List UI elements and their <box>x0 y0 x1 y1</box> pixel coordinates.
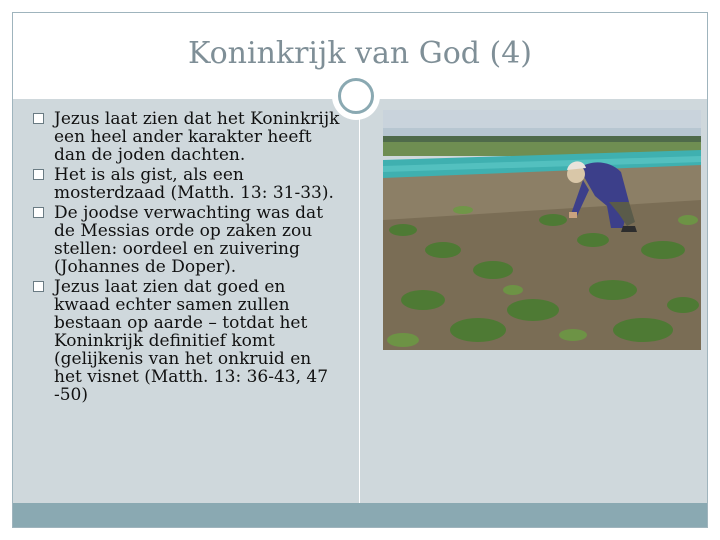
bullet-list <box>33 110 343 406</box>
man-weeding-field-photo <box>383 110 701 350</box>
bullet-item <box>33 166 343 202</box>
checkbox-bullet-icon <box>33 207 44 218</box>
title-ornament-icon <box>338 78 374 114</box>
bullet-item <box>33 204 343 276</box>
bullet-item <box>33 278 343 404</box>
bullet-text: Jezus laat zien dat goed en kwaad echter samen zullen bestaan op aarde – totdat het Koninkrijk definitief komt (gelijkenis van het onkruid en het visnet (Matth. 13: 36-43, 47 -50) <box>54 277 329 405</box>
checkbox-bullet-icon <box>33 169 44 180</box>
checkbox-bullet-icon <box>33 281 44 292</box>
bullet-text: Jezus laat zien dat het Koninkrijk een heel ander karakter heeft dan de joden dachten. <box>54 109 340 165</box>
footer-bar <box>13 503 707 527</box>
bullet-text: Het is als gist, als een mosterdzaad (Matth. 13: 31-33). <box>54 165 334 203</box>
bullet-text: De joodse verwachting was dat de Messias orde op zaken zou stellen: oordeel en zuivering (Johannes de Doper). <box>54 203 324 277</box>
panel-divider <box>359 99 360 503</box>
bullet-item <box>33 110 343 164</box>
slide-title: Koninkrijk van God (4) <box>188 36 532 71</box>
checkbox-bullet-icon <box>33 113 44 124</box>
